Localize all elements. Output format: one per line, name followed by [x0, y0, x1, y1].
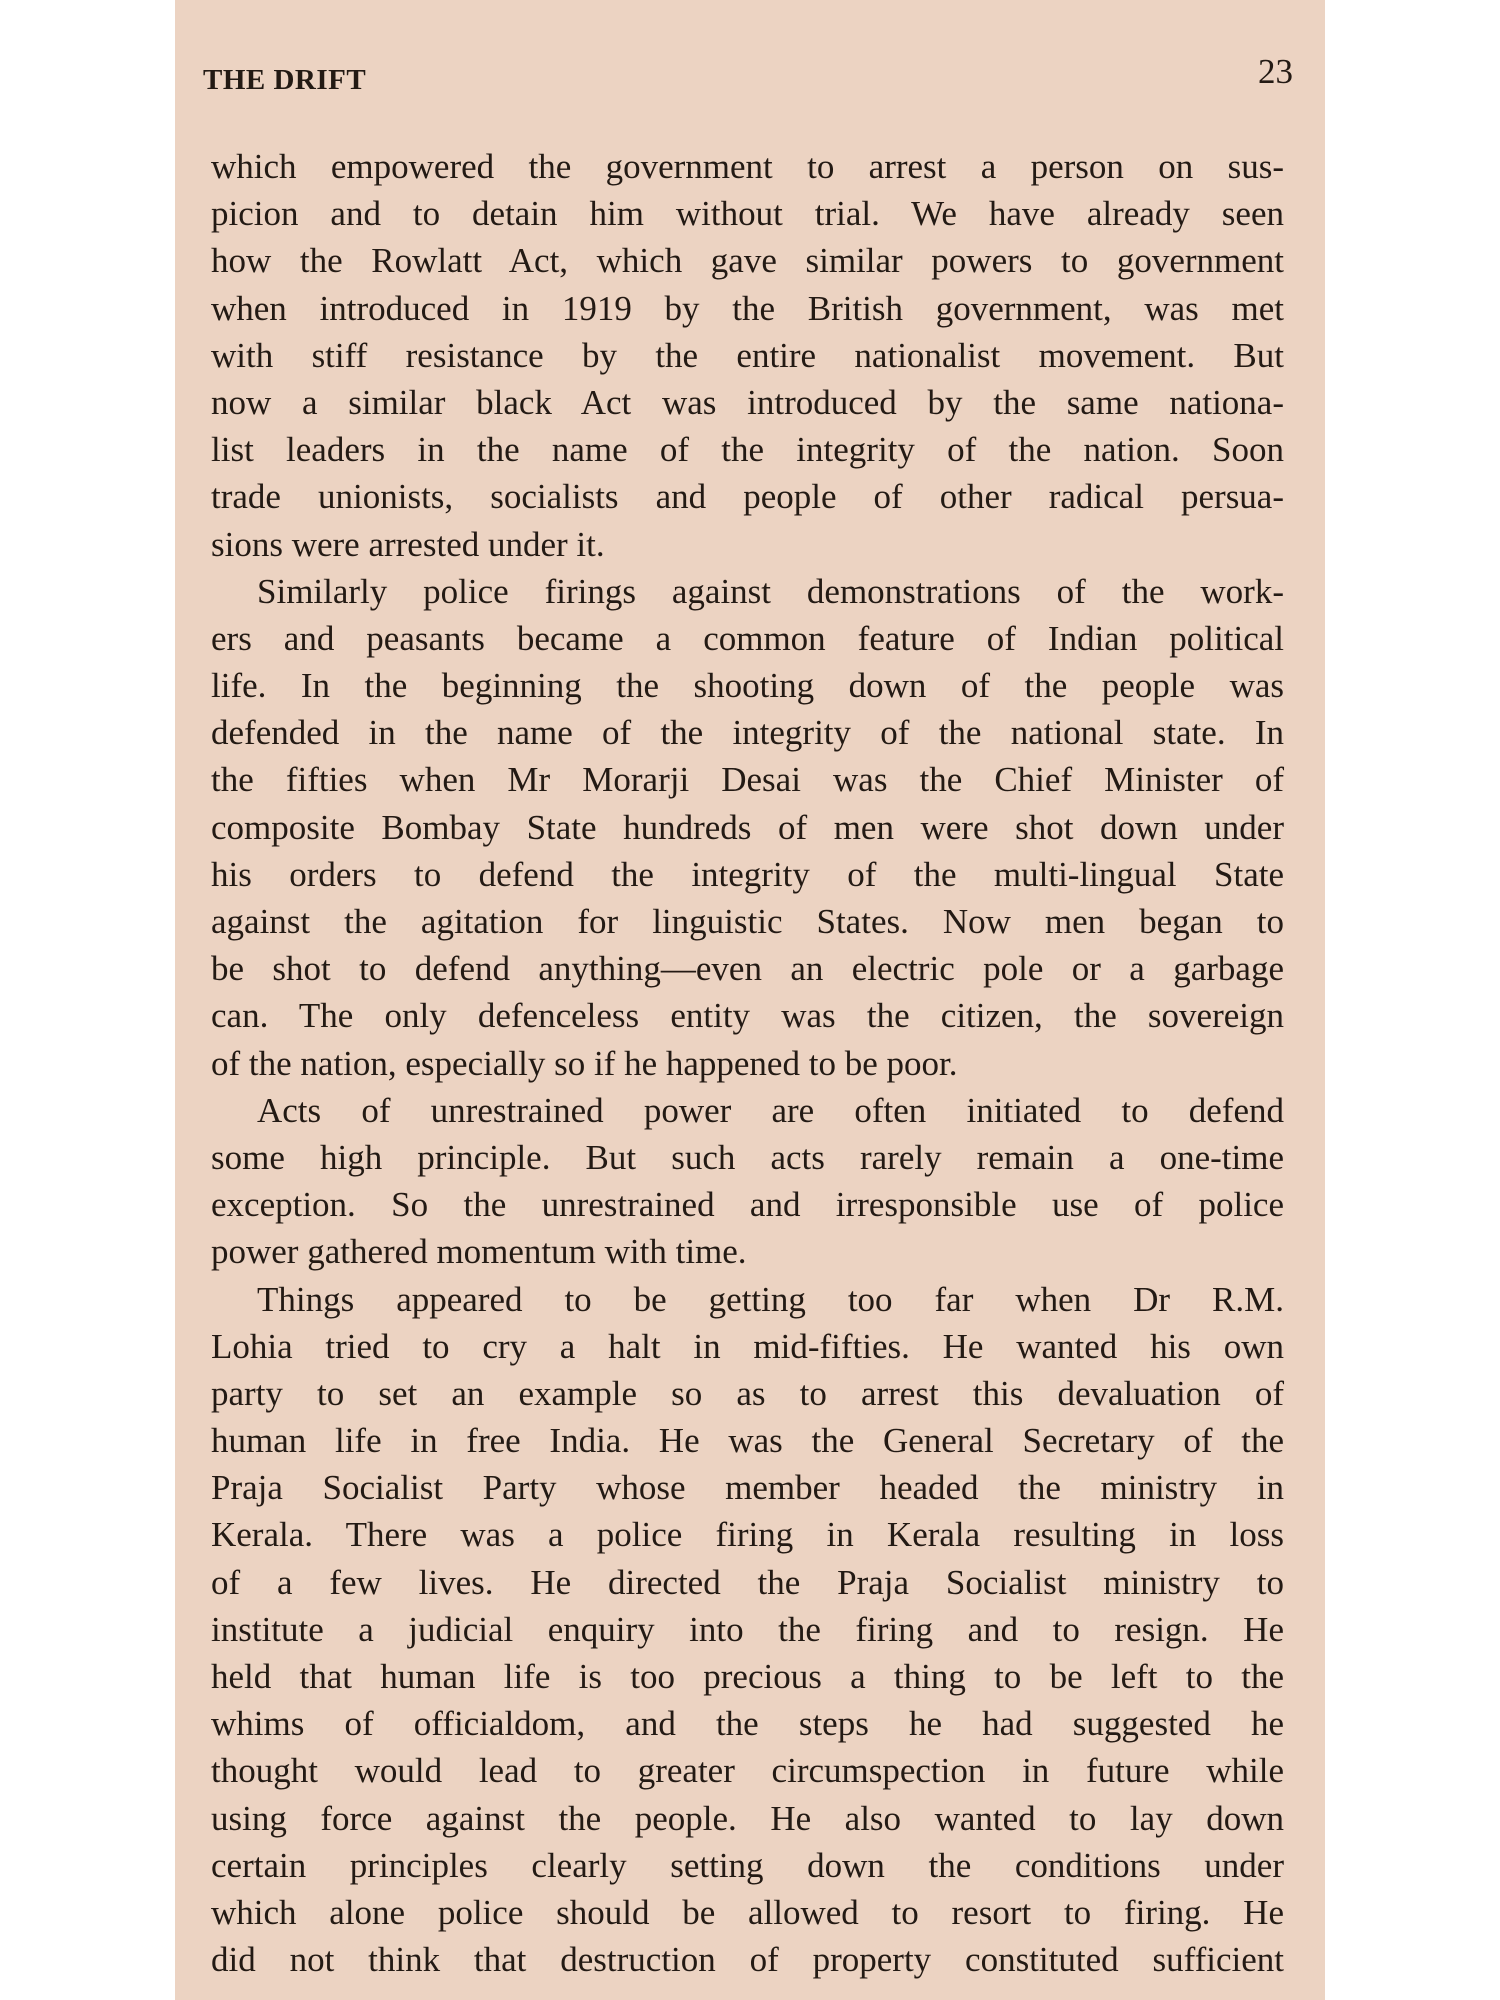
text-line: Lohia tried to cry a halt in mid-fifties. He wanted his own — [211, 1326, 1284, 1366]
text-line: can. The only defenceless entity was the citizen, the sovereign — [211, 996, 1284, 1036]
text-line: using force against the people. He also wanted to lay down — [211, 1798, 1284, 1838]
text-line: of the nation, especially so if he happened to be poor. — [211, 1043, 958, 1083]
text-line: party to set an example so as to arrest this devaluation of — [211, 1373, 1284, 1413]
text-line: defended in the name of the integrity of the national state. In — [211, 713, 1284, 753]
text-line: life. In the beginning the shooting down of the people was — [211, 666, 1284, 706]
text-line: thought would lead to greater circumspection in future while — [211, 1751, 1284, 1791]
text-line: sions were arrested under it. — [211, 524, 605, 564]
text-line: be shot to defend anything—even an electric pole or a garbage — [211, 949, 1284, 989]
book-page — [175, 0, 1325, 2000]
text-line: Kerala. There was a police firing in Kerala resulting in loss — [211, 1515, 1284, 1555]
text-line: his orders to defend the integrity of the multi-lingual State — [211, 854, 1284, 894]
page-header — [203, 50, 1293, 110]
text-line: Similarly police firings against demonstrations of the work- — [257, 571, 1284, 611]
text-line: did not think that destruction of property constituted sufficient — [211, 1940, 1284, 1980]
text-line: human life in free India. He was the General Secretary of the — [211, 1421, 1284, 1461]
text-line: the fifties when Mr Morarji Desai was the Chief Minister of — [211, 760, 1284, 800]
text-line: now a similar black Act was introduced by the same nationa- — [211, 382, 1284, 422]
text-line: power gathered momentum with time. — [211, 1232, 747, 1272]
text-line: picion and to detain him without trial. We have already seen — [211, 194, 1284, 234]
text-line: composite Bombay State hundreds of men were shot down under — [211, 807, 1284, 847]
text-line: how the Rowlatt Act, which gave similar powers to government — [211, 241, 1284, 281]
text-line: some high principle. But such acts rarely remain a one-time — [211, 1137, 1284, 1177]
text-line: whims of officialdom, and the steps he had suggested he — [211, 1704, 1284, 1744]
body-text — [211, 143, 1284, 1983]
text-line: Praja Socialist Party whose member headed the ministry in — [211, 1468, 1284, 1508]
text-line: held that human life is too precious a thing to be left to the — [211, 1657, 1284, 1696]
text-line: which empowered the government to arrest a person on sus- — [211, 147, 1284, 186]
text-line: certain principles clearly setting down the conditions under — [211, 1845, 1284, 1885]
text-line: which alone police should be allowed to resort to firing. He — [211, 1892, 1284, 1932]
text-line: when introduced in 1919 by the British government, was met — [211, 288, 1284, 328]
text-line: institute a judicial enquiry into the firing and to resign. He — [211, 1609, 1284, 1649]
page-number: 23 — [1258, 52, 1293, 91]
text-line: Acts of unrestrained power are often initiated to defend — [257, 1090, 1284, 1130]
text-line: ers and peasants became a common feature of Indian political — [211, 618, 1284, 658]
text-line: trade unionists, socialists and people of other radical persua- — [211, 477, 1284, 517]
text-line: Things appeared to be getting too far when Dr R.M. — [257, 1279, 1284, 1319]
text-line: exception. So the unrestrained and irresponsible use of police — [211, 1185, 1284, 1225]
text-line: of a few lives. He directed the Praja Socialist ministry to — [211, 1562, 1284, 1602]
text-line: list leaders in the name of the integrity of the nation. Soon — [211, 430, 1284, 470]
text-line: against the agitation for linguistic States. Now men began to — [211, 902, 1284, 941]
running-head: THE DRIFT — [203, 64, 367, 96]
text-line: with stiff resistance by the entire nationalist movement. But — [211, 335, 1284, 375]
